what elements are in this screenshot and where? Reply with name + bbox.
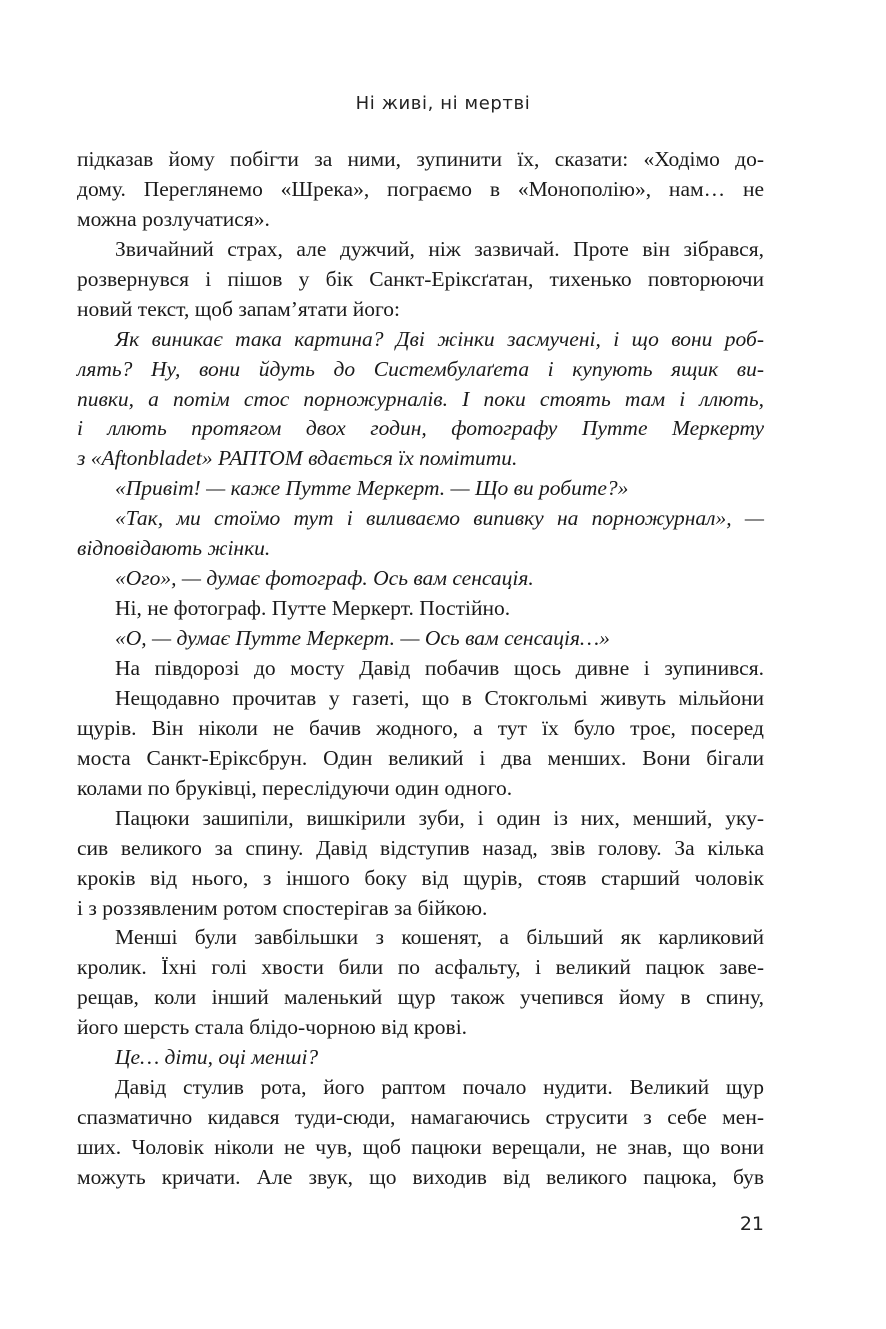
text-line: щурів. Він ніколи не бачив жодного, а тут їх було троє, посеред — [77, 715, 764, 740]
text-line: кролик. Їхні голі хвости били по асфальту, і великий пацюк заве- — [77, 955, 764, 980]
text-line: кроків від нього, з іншого боку від щурів, стояв старший чоловік — [77, 865, 764, 890]
text-line: розвернувся і пішов у бік Санкт-Еріксґатан, тихенько повторюючи — [77, 266, 764, 291]
text-line: відповідають жінки. — [77, 536, 271, 561]
text-line: можуть кричати. Але звук, що виходив від великого пацюка, був — [77, 1164, 764, 1189]
text-line: і з роззявленим ротом спостерігав за бійкою. — [77, 895, 488, 920]
text-line: «Ого», — думає фотограф. Ось вам сенсація. — [115, 566, 534, 591]
text-line: На півдорозі до мосту Давід побачив щось дивне і зупинився. — [115, 655, 764, 680]
text-line: «Так, ми стоїмо тут і виливаємо випивку на порножурнал», — — [115, 506, 764, 531]
text-line: сив великого за спину. Давід відступив назад, звів голову. За кілька — [77, 835, 764, 860]
text-line: Менші були завбільшки з кошенят, а більший як карликовий — [115, 925, 764, 950]
text-line: «О, — думає Путте Меркерт. — Ось вам сенсація…» — [115, 626, 610, 651]
text-line: Нещодавно прочитав у газеті, що в Стокгольмі живуть мільйони — [115, 685, 764, 710]
text-line: «Привіт! — каже Путте Меркерт. — Що ви робите?» — [115, 476, 629, 501]
running-header-title: Ні живі, ні мертві — [355, 93, 531, 114]
text-line: можна розлучатися». — [77, 206, 270, 231]
body-text — [77, 0, 764, 1329]
text-line: пивки, а потім стос порножурналів. І поки стоять там і ллють, — [77, 386, 764, 411]
text-line: лять? Ну, вони йдуть до Систембулаґета і купують ящик ви- — [77, 356, 764, 381]
text-line: Це… діти, оці менші? — [115, 1045, 319, 1070]
text-line: новий текст, щоб запам’ятати його: — [77, 296, 400, 321]
text-line: рещав, коли інший маленький щур також учепився йому в спину, — [77, 985, 764, 1010]
text-line: Звичайний страх, але дужчий, ніж зазвичай. Проте він зібрався, — [115, 236, 764, 261]
text-line: колами по бруківці, переслідуючи один одного. — [77, 775, 513, 800]
text-line: моста Санкт-Еріксбрун. Один великий і два менших. Вони бігали — [77, 745, 764, 770]
text-line: спазматично кидався туди-сюди, намагаючись струсити з себе мен- — [77, 1105, 764, 1130]
text-line: Давід стулив рота, його раптом почало нудити. Великий щур — [115, 1075, 764, 1100]
text-line: Ні, не фотограф. Путте Меркерт. Постійно. — [115, 596, 511, 621]
page-number: 21 — [739, 1213, 764, 1235]
text-line: Пацюки зашипіли, вишкірили зуби, і один із них, менший, уку- — [115, 805, 764, 830]
text-line: ших. Чоловік ніколи не чув, щоб пацюки верещали, не знав, що вони — [77, 1135, 764, 1160]
text-line: його шерсть стала блідо-чорною від крові. — [77, 1015, 468, 1040]
text-line: і ллють протягом двох годин, фотографу Путте Меркерту — [77, 416, 764, 441]
text-line: Як виникає така картина? Дві жінки засмучені, і що вони роб- — [115, 326, 764, 351]
text-line: підказав йому побігти за ними, зупинити їх, сказати: «Ходімо до- — [77, 147, 764, 171]
text-line: з «Aftonbladet» РАПТОМ вдається їх помітити. — [77, 446, 518, 471]
text-line: дому. Переглянемо «Шрека», пограємо в «Монополію», нам… не — [77, 176, 764, 201]
